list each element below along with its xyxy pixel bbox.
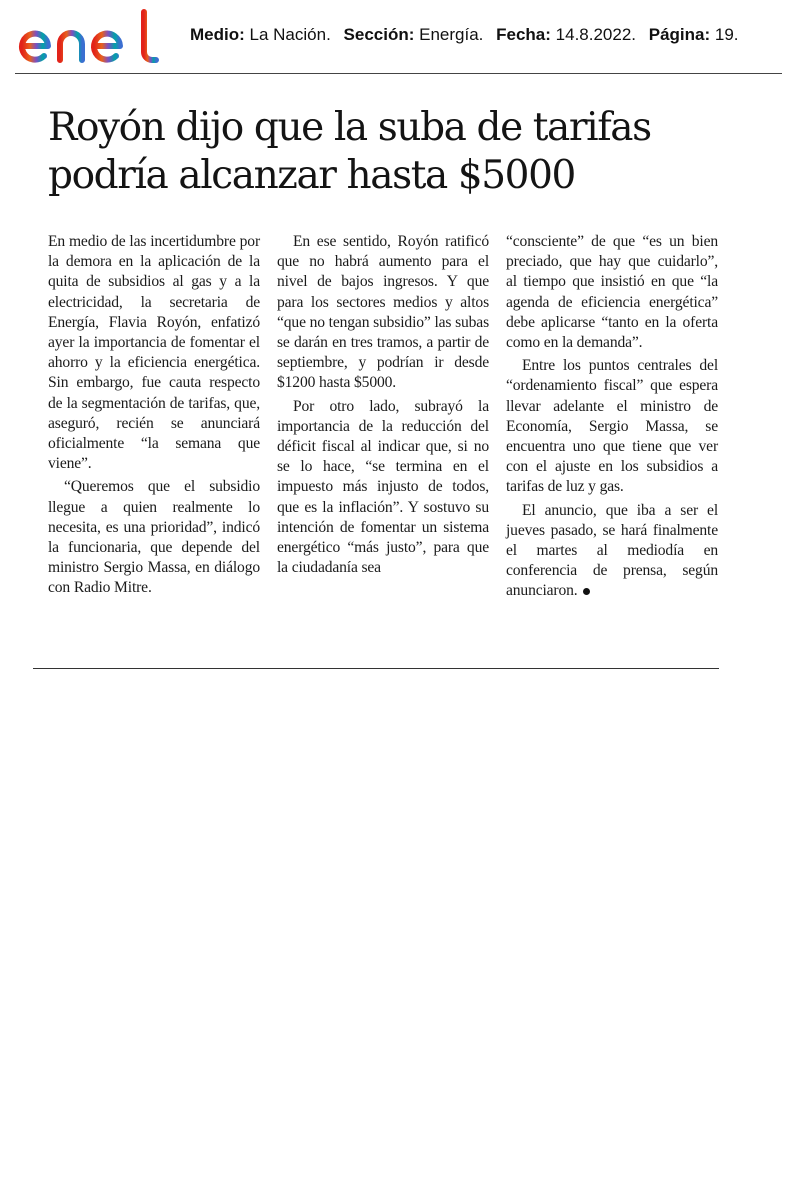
header-divider	[15, 73, 782, 74]
medio-label: Medio:	[190, 25, 245, 44]
end-of-article-bullet-icon	[583, 588, 590, 595]
fecha-value: 14.8.2022.	[555, 25, 637, 44]
article-paragraph: En ese sentido, Royón ratificó que no habrá aumento para el nivel de bajos ingresos. Y que para los sectores medios y altos “que no tengan subsidio” las subas se darán en tres tramos, a partir de septiembre, y podrían ir desde $1200 hasta $5000.	[277, 233, 489, 392]
press-clipping-metadata	[190, 25, 739, 45]
page-header	[0, 0, 800, 80]
final-paragraph-text: El anuncio, que iba a ser el jueves pasado, se hará finalmente el martes al mediodía en conferencia de prensa, según anunciaron.	[506, 501, 718, 600]
article-column-1	[48, 232, 260, 602]
article-column-2	[277, 232, 489, 581]
article-paragraph-final	[506, 501, 718, 602]
pagina-label: Página:	[648, 25, 711, 44]
article-headline: Royón dijo que la suba de tarifas podría alcanzar hasta $5000	[48, 105, 651, 198]
enel-logo	[18, 8, 170, 68]
seccion-value: Energía.	[419, 25, 484, 44]
article-paragraph: En medio de las incertidumbre por la demora en la aplicación de la quita de subsidios al gas y a la electricidad, la secretaria de Energía, Flavia Royón, enfatizó ayer la importancia de fomentar el ahorro y la eficiencia energética. Sin embargo, fue cauta respecto de la segmentación de tarifas, que, aseguró, recién se anunciará oficialmente “la semana que viene”.	[48, 233, 260, 473]
medio-value: La Nación.	[249, 25, 331, 44]
article-paragraph: Entre los puntos centrales del “ordenamiento fiscal” que espera llevar adelante el ministro de Economía, Sergio Massa, se encuentra uno que tiene que ver con el ajuste en los subsidios a tarifas de luz y gas.	[506, 357, 718, 496]
article-paragraph: “Queremos que el subsidio llegue a quien realmente lo necesita, es una prioridad”, indicó la funcionaria, que depende del ministro Sergio Massa, en diálogo con Radio Mitre.	[48, 478, 260, 597]
article-paragraph: “consciente” de que “es un bien preciado, que hay que cuidarlo”, al tiempo que insistió en que “la agenda de eficiencia energética” debe aplicarse “tanto en la oferta como en la demanda”.	[506, 233, 718, 352]
article-column-3	[506, 232, 718, 605]
fecha-label: Fecha:	[496, 25, 551, 44]
seccion-label: Sección:	[343, 25, 415, 44]
pagina-value: 19.	[714, 25, 739, 44]
article-bottom-divider	[33, 668, 719, 669]
article-paragraph: Por otro lado, subrayó la importancia de la reducción del déficit fiscal al indicar que, si no se lo hace, “se termina en el impuesto más injusto de todos, que es la inflación”. Y sostuvo su intención de fomentar un sistema energético “más justo”, para que la ciudadanía sea	[277, 397, 489, 577]
